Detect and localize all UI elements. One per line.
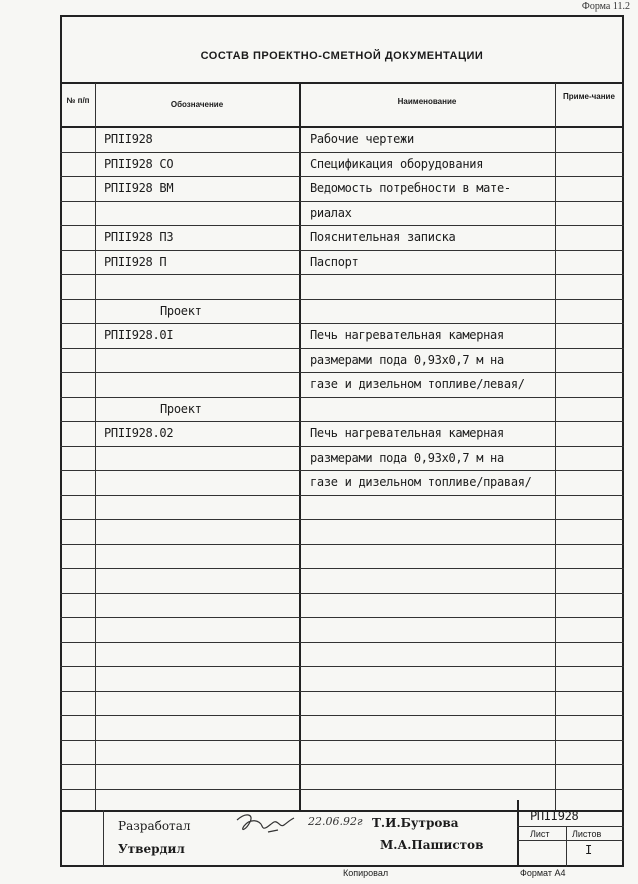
footer-format: Формат А4 [520, 868, 566, 878]
stamp-divider-h [517, 840, 624, 841]
row-line [60, 225, 624, 226]
row-name: Печь нагревательная камерная [310, 426, 504, 440]
row-line [60, 299, 624, 300]
signature-icon [232, 808, 298, 838]
row-line [60, 764, 624, 765]
row-name: газе и дизельном топливе/левая/ [310, 377, 525, 391]
footer-copied: Копировал [343, 868, 389, 878]
row-designation: РПII928 [104, 132, 153, 146]
sign-date: 22.06.92г [308, 815, 363, 828]
row-name: газе и дизельном топливе/правая/ [310, 475, 532, 489]
row-line [60, 789, 624, 790]
stamp-divider-h [517, 826, 624, 827]
title-divider [60, 82, 624, 84]
row-name: Пояснительная записка [310, 230, 456, 244]
header-note: Приме-чание [563, 92, 615, 101]
row-line [60, 176, 624, 177]
stamp-divider-v [103, 810, 104, 866]
row-line [60, 691, 624, 692]
row-line [60, 642, 624, 643]
row-line [60, 421, 624, 422]
header-name: Наименование [397, 97, 457, 106]
stamp-divider-v [566, 826, 567, 867]
row-designation: РПII928 СО [104, 157, 174, 171]
form-label: Форма 11.2 [581, 1, 630, 12]
row-designation: РПII928 ВМ [104, 181, 174, 195]
row-designation: Проект [160, 402, 202, 416]
developed-label: Разработал [118, 819, 191, 833]
row-line [60, 519, 624, 520]
row-line [60, 446, 624, 447]
row-designation: Проект [160, 304, 202, 318]
header-designation: Обозначение [170, 100, 224, 109]
row-designation: РПII928 ПЗ [104, 230, 174, 244]
row-name: Спецификация оборудования [310, 157, 484, 171]
row-name: риалах [310, 206, 352, 220]
document-title: СОСТАВ ПРОЕКТНО-СМЕТНОЙ ДОКУМЕНТАЦИИ [200, 50, 484, 62]
stamp-doc-code: РПII928 [530, 809, 579, 823]
approver-name: М.А.Пашистов [380, 838, 484, 852]
row-line [60, 397, 624, 398]
row-name: размерами пода 0,93х0,7 м на [310, 451, 504, 465]
row-line [60, 495, 624, 496]
header-num: № п/п [66, 96, 90, 105]
row-designation: РПII928.02 [104, 426, 174, 440]
row-line [60, 740, 624, 741]
row-designation: РПII928.0I [104, 328, 174, 342]
row-designation: РПII928 П [104, 255, 167, 269]
row-line [60, 274, 624, 275]
row-line [60, 323, 624, 324]
column-divider [95, 83, 96, 811]
sheets-value: I [585, 843, 592, 857]
approved-label: Утвердил [118, 842, 185, 856]
row-name: Паспорт [310, 255, 359, 269]
row-line [60, 250, 624, 251]
developer-name: Т.И.Бутрова [372, 816, 459, 830]
column-divider [299, 83, 301, 811]
sheet-label: Лист [530, 829, 550, 839]
row-name: Ведомость потребности в мате- [310, 181, 511, 195]
row-name: размерами пода 0,93х0,7 м на [310, 353, 504, 367]
row-name: Рабочие чертежи [310, 132, 414, 146]
row-line [60, 593, 624, 594]
row-line [60, 201, 624, 202]
row-line [60, 372, 624, 373]
row-line [60, 666, 624, 667]
row-name: Печь нагревательная камерная [310, 328, 504, 342]
header-divider [60, 126, 624, 128]
sheets-label: Листов [572, 829, 602, 839]
stamp-divider-v [517, 800, 519, 867]
row-line [60, 715, 624, 716]
row-line [60, 348, 624, 349]
column-divider [555, 83, 556, 811]
row-line [60, 617, 624, 618]
row-line [60, 544, 624, 545]
row-line [60, 470, 624, 471]
row-line [60, 152, 624, 153]
row-line [60, 568, 624, 569]
